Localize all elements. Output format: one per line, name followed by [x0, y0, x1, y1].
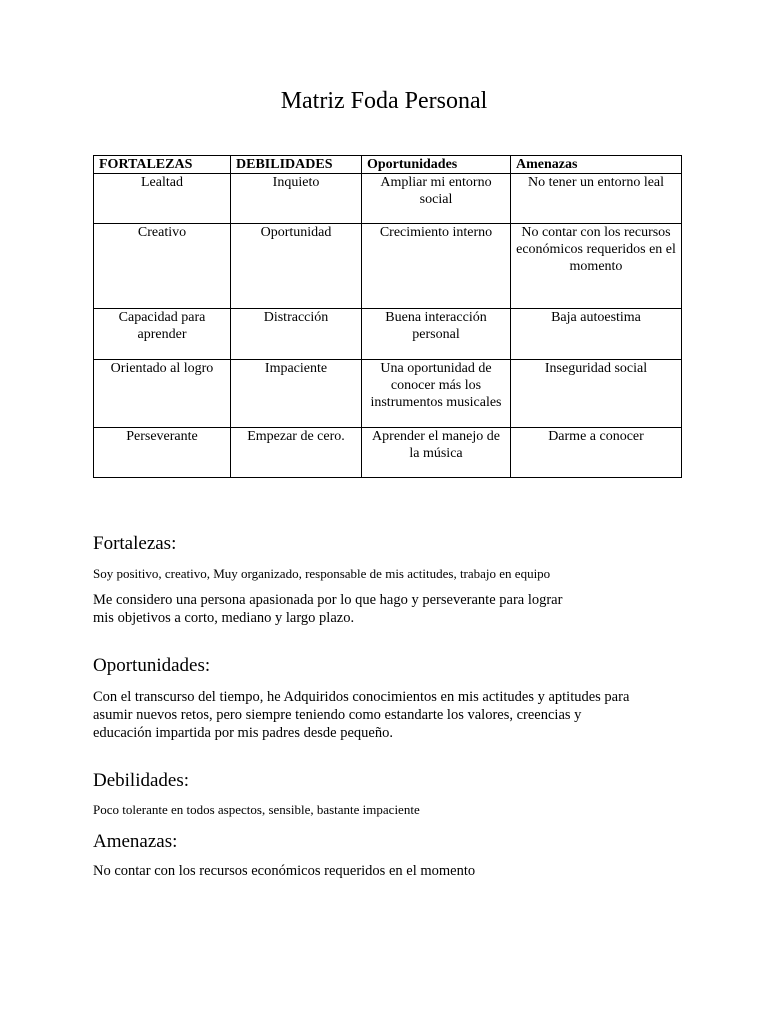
table-cell: Inquieto: [231, 174, 362, 224]
table-cell: Baja autoestima: [511, 309, 682, 360]
page-title: Matriz Foda Personal: [280, 88, 488, 114]
debilidades-heading: Debilidades:: [93, 770, 190, 791]
header-debilidades: DEBILIDADES: [231, 156, 362, 174]
table-cell: Perseverante: [94, 428, 231, 478]
table-cell: No contar con los recursos económicos requeridos en el momento: [511, 224, 682, 309]
table-cell: Ampliar mi entorno social: [362, 174, 511, 224]
amenazas-paragraph: No contar con los recursos económicos requeridos en el momento: [93, 863, 476, 879]
table-row: [94, 224, 682, 309]
table-cell: Capacidad para aprender: [94, 309, 231, 360]
table-row: [94, 309, 682, 360]
table-cell: Darme a conocer: [511, 428, 682, 478]
oportunidades-paragraph-line-3: educación impartida por mis padres desde pequeño.: [93, 725, 393, 741]
fortalezas-paragraph-2-line-2: mis objetivos a corto, mediano y largo plazo.: [93, 610, 355, 626]
foda-matrix-table: [93, 155, 682, 478]
table-cell: No tener un entorno leal: [511, 174, 682, 224]
debilidades-paragraph: Poco tolerante en todos aspectos, sensible, bastante impaciente: [93, 802, 420, 817]
oportunidades-paragraph-line-2: asumir nuevos retos, pero siempre teniendo como estandarte los valores, creencias y: [93, 707, 582, 723]
table-header-row: [94, 156, 682, 174]
table-cell: Distracción: [231, 309, 362, 360]
table-cell: Una oportunidad de conocer más los instrumentos musicales: [362, 360, 511, 428]
fortalezas-paragraph-1: Soy positivo, creativo, Muy organizado, responsable de mis actitudes, trabajo en equipo: [93, 566, 551, 581]
table-cell: Empezar de cero.: [231, 428, 362, 478]
table-row: [94, 174, 682, 224]
fortalezas-heading: Fortalezas:: [93, 533, 177, 554]
table-cell: Orientado al logro: [94, 360, 231, 428]
table-cell: Aprender el manejo de la música: [362, 428, 511, 478]
table-row: [94, 428, 682, 478]
table-cell: Inseguridad social: [511, 360, 682, 428]
header-amenazas: Amenazas: [511, 156, 682, 174]
oportunidades-paragraph-line-1: Con el transcurso del tiempo, he Adquiridos conocimientos en mis actitudes y aptitudes para: [93, 689, 630, 705]
table-row: [94, 360, 682, 428]
table-cell: Creativo: [94, 224, 231, 309]
amenazas-heading: Amenazas:: [93, 831, 178, 852]
table-cell: Crecimiento interno: [362, 224, 511, 309]
table-cell: Oportunidad: [231, 224, 362, 309]
table-cell: Buena interacción personal: [362, 309, 511, 360]
header-oportunidades: Oportunidades: [362, 156, 511, 174]
header-fortalezas: FORTALEZAS: [94, 156, 231, 174]
oportunidades-heading: Oportunidades:: [93, 655, 211, 676]
table-cell: Lealtad: [94, 174, 231, 224]
table-cell: Impaciente: [231, 360, 362, 428]
fortalezas-paragraph-2-line-1: Me considero una persona apasionada por lo que hago y perseverante para lograr: [93, 592, 563, 608]
